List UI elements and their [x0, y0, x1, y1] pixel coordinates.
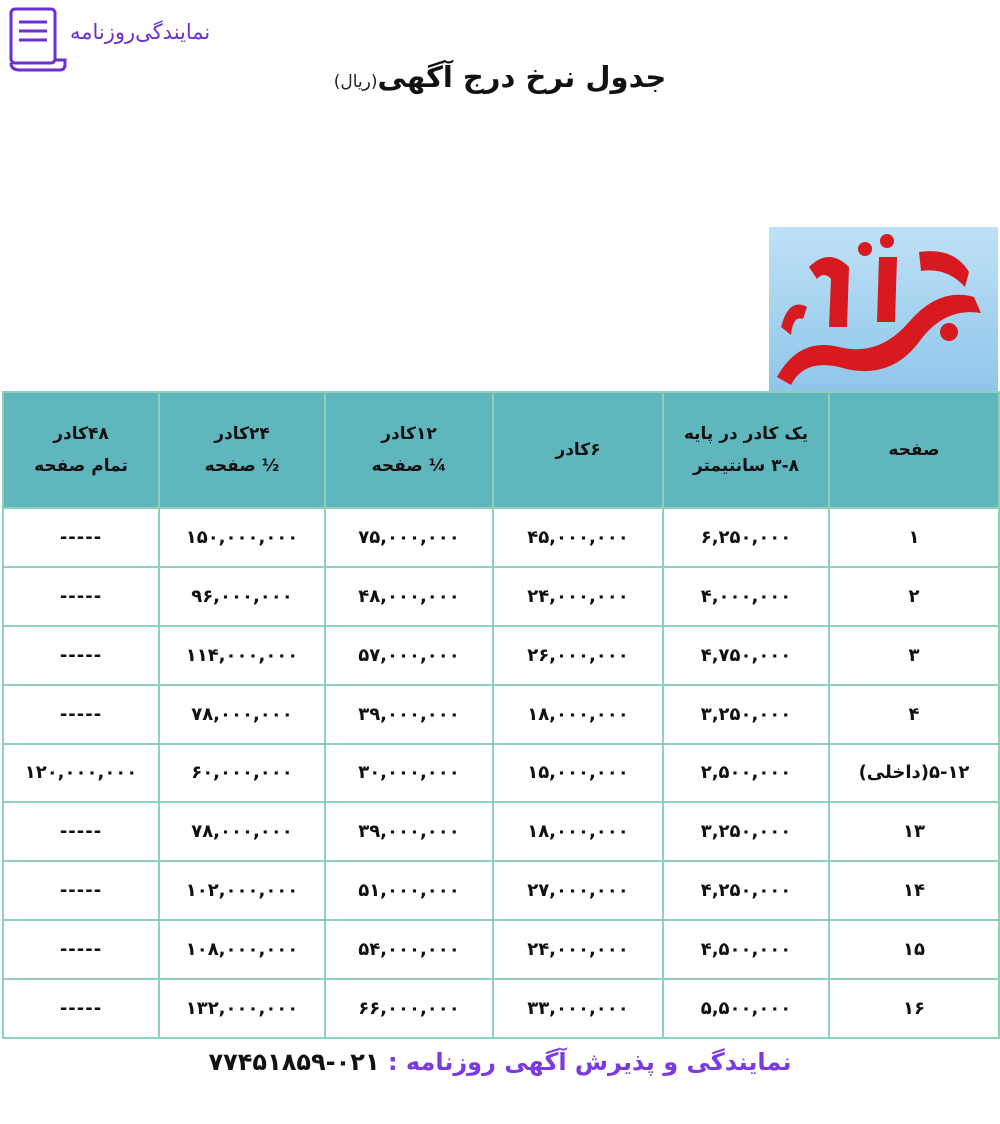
cell-6-boxes: ۱۸,۰۰۰,۰۰۰ [493, 685, 663, 744]
table-row [3, 802, 999, 861]
logo-artwork [769, 227, 998, 391]
header-one-box: یک کادر در پایه ۳-۸ سانتیمتر [663, 392, 829, 508]
cell-24-boxes: ۷۸,۰۰۰,۰۰۰ [159, 685, 325, 744]
contact-footer [0, 1048, 1000, 1076]
cell-6-boxes: ۲۶,۰۰۰,۰۰۰ [493, 626, 663, 685]
cell-24-boxes: ۷۸,۰۰۰,۰۰۰ [159, 802, 325, 861]
table-row [3, 979, 999, 1038]
cell-one-box: ۴,۵۰۰,۰۰۰ [663, 920, 829, 979]
cell-page: ۱۴ [829, 861, 999, 920]
cell-page: ۱۳ [829, 802, 999, 861]
title-main: جدول نرخ درج آگهی [377, 60, 667, 94]
cell-12-boxes: ۵۷,۰۰۰,۰۰۰ [325, 626, 493, 685]
cell-48-boxes: ۱۲۰,۰۰۰,۰۰۰ [3, 744, 159, 803]
cell-24-boxes: ۶۰,۰۰۰,۰۰۰ [159, 744, 325, 803]
rate-table [2, 391, 1000, 1039]
header-6-boxes: ۶کادر [493, 392, 663, 508]
cell-6-boxes: ۱۸,۰۰۰,۰۰۰ [493, 802, 663, 861]
cell-one-box: ۵,۵۰۰,۰۰۰ [663, 979, 829, 1038]
cell-24-boxes: ۹۶,۰۰۰,۰۰۰ [159, 567, 325, 626]
cell-page: ۵-۱۲(داخلی) [829, 744, 999, 803]
cell-one-box: ۴,۰۰۰,۰۰۰ [663, 567, 829, 626]
cell-6-boxes: ۳۳,۰۰۰,۰۰۰ [493, 979, 663, 1038]
table-row [3, 626, 999, 685]
cell-12-boxes: ۳۹,۰۰۰,۰۰۰ [325, 685, 493, 744]
cell-page: ۴ [829, 685, 999, 744]
table-row [3, 861, 999, 920]
cell-48-boxes: ----- [3, 508, 159, 567]
cell-12-boxes: ۵۱,۰۰۰,۰۰۰ [325, 861, 493, 920]
cell-12-boxes: ۵۴,۰۰۰,۰۰۰ [325, 920, 493, 979]
cell-page: ۱۵ [829, 920, 999, 979]
cell-6-boxes: ۱۵,۰۰۰,۰۰۰ [493, 744, 663, 803]
cell-page: ۲ [829, 567, 999, 626]
header-row [3, 392, 999, 508]
cell-24-boxes: ۱۳۲,۰۰۰,۰۰۰ [159, 979, 325, 1038]
cell-24-boxes: ۱۵۰,۰۰۰,۰۰۰ [159, 508, 325, 567]
table-row [3, 920, 999, 979]
cell-48-boxes: ----- [3, 920, 159, 979]
cell-48-boxes: ----- [3, 567, 159, 626]
footer-phone[interactable]: ۰۲۱-۷۷۴۵۱۸۵۹ [208, 1048, 380, 1076]
cell-48-boxes: ----- [3, 626, 159, 685]
cell-48-boxes: ----- [3, 861, 159, 920]
cell-6-boxes: ۲۷,۰۰۰,۰۰۰ [493, 861, 663, 920]
cell-6-boxes: ۲۴,۰۰۰,۰۰۰ [493, 567, 663, 626]
footer-label: نمایندگی و پذیرش آگهی روزنامه : [387, 1048, 792, 1076]
table-row [3, 744, 999, 803]
cell-6-boxes: ۲۴,۰۰۰,۰۰۰ [493, 920, 663, 979]
cell-48-boxes: ----- [3, 802, 159, 861]
header-24-boxes: ۲۴کادر ½ صفحه [159, 392, 325, 508]
cell-24-boxes: ۱۰۲,۰۰۰,۰۰۰ [159, 861, 325, 920]
cell-6-boxes: ۴۵,۰۰۰,۰۰۰ [493, 508, 663, 567]
title-unit: (ریال) [333, 72, 378, 92]
cell-12-boxes: ۳۰,۰۰۰,۰۰۰ [325, 744, 493, 803]
cell-page: ۳ [829, 626, 999, 685]
cell-48-boxes: ----- [3, 979, 159, 1038]
table-row [3, 508, 999, 567]
cell-one-box: ۳,۲۵۰,۰۰۰ [663, 802, 829, 861]
cell-24-boxes: ۱۱۴,۰۰۰,۰۰۰ [159, 626, 325, 685]
cell-page: ۱ [829, 508, 999, 567]
cell-page: ۱۶ [829, 979, 999, 1038]
table-row [3, 567, 999, 626]
cell-one-box: ۶,۲۵۰,۰۰۰ [663, 508, 829, 567]
cell-12-boxes: ۶۶,۰۰۰,۰۰۰ [325, 979, 493, 1038]
cell-12-boxes: ۷۵,۰۰۰,۰۰۰ [325, 508, 493, 567]
cell-12-boxes: ۳۹,۰۰۰,۰۰۰ [325, 802, 493, 861]
cell-12-boxes: ۴۸,۰۰۰,۰۰۰ [325, 567, 493, 626]
table-row [3, 685, 999, 744]
cell-one-box: ۲,۵۰۰,۰۰۰ [663, 744, 829, 803]
newspaper-logo [769, 227, 998, 391]
cell-one-box: ۳,۲۵۰,۰۰۰ [663, 685, 829, 744]
page-title [0, 60, 1000, 94]
header-page: صفحه [829, 392, 999, 508]
cell-24-boxes: ۱۰۸,۰۰۰,۰۰۰ [159, 920, 325, 979]
header-12-boxes: ۱۲کادر ¼ صفحه [325, 392, 493, 508]
cell-48-boxes: ----- [3, 685, 159, 744]
cell-one-box: ۴,۲۵۰,۰۰۰ [663, 861, 829, 920]
cell-one-box: ۴,۷۵۰,۰۰۰ [663, 626, 829, 685]
brand-name: نمایندگی‌روزنامه [70, 20, 211, 44]
header-48-boxes: ۴۸کادر تمام صفحه [3, 392, 159, 508]
